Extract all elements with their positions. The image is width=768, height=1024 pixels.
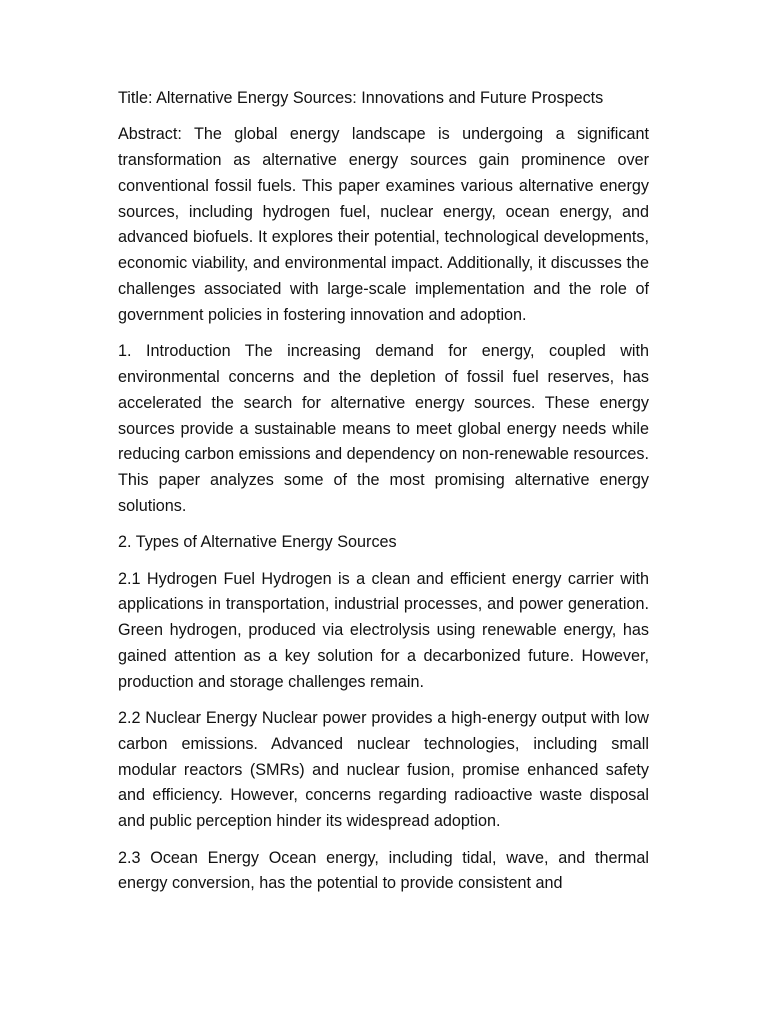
section-2-heading: 2. Types of Alternative Energy Sources [118,533,397,552]
hydrogen-paragraph: 2.1 Hydrogen Fuel Hydrogen is a clean and efficient energy carrier with applications in transportation, industrial processes, and power generation. Green hydrogen, produced via electrolysis using renewable energy, has gained attention as a key solution for a decarbonized future. However, production and storage challenges remain. [118,569,649,691]
abstract-paragraph: Abstract: The global energy landscape is undergoing a significant transformation as alternative energy sources gain prominence over conventional fossil fuels. This paper examines various alternative energy sources, including hydrogen fuel, nuclear energy, ocean energy, and advanced biofuels. It explores their potential, technological developments, economic viability, and environmental impact. Additionally, it discusses the challenges associated with large-scale implementation and the role of government policies in fostering innovation and adoption. [118,125,649,324]
introduction-paragraph: 1. Introduction The increasing demand for energy, coupled with environmental concerns and the depletion of fossil fuel reserves, has accelerated the search for alternative energy sources. These energy sources provide a sustainable means to meet global energy needs while reducing carbon emissions and dependency on non-renewable resources. This paper analyzes some of the most promising alternative energy solutions. [118,342,649,515]
document-page [118,86,649,908]
ocean-paragraph: 2.3 Ocean Energy Ocean energy, including tidal, wave, and thermal energy conversion, has the potential to provide consistent and [118,848,649,893]
document-title: Title: Alternative Energy Sources: Innovations and Future Prospects [118,89,604,107]
nuclear-paragraph: 2.2 Nuclear Energy Nuclear power provides a high-energy output with low carbon emissions. Advanced nuclear technologies, including small modular reactors (SMRs) and nuclear fusion, promise enhanced safety and efficiency. However, concerns regarding radioactive waste disposal and public perception hinder its widespread adoption. [118,709,649,831]
